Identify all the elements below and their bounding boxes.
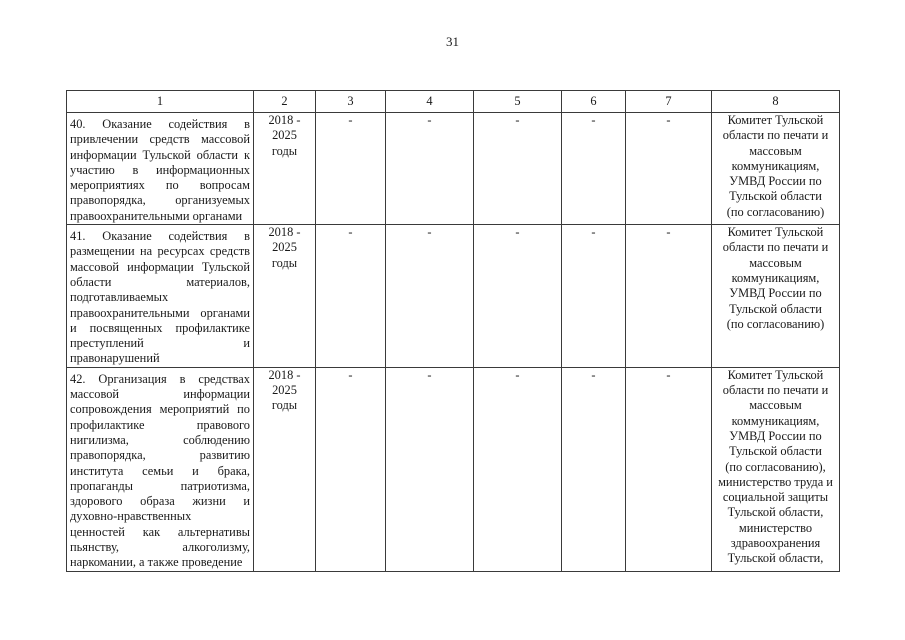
executor-line: области по печати и xyxy=(722,240,829,255)
implementation-period-cell xyxy=(254,225,316,368)
column-number-6: 6 xyxy=(562,91,626,113)
executor-cell xyxy=(712,367,840,571)
measure-description-line: преступлений и xyxy=(70,336,250,351)
measure-description-line: массовой информации xyxy=(70,387,250,402)
funding-cell-col-7: - xyxy=(626,225,712,368)
executor-line: массовым xyxy=(749,398,802,413)
measure-description-cell xyxy=(67,225,254,368)
column-number-2: 2 xyxy=(254,91,316,113)
measure-description-cell xyxy=(67,113,254,225)
executor-cell xyxy=(712,225,840,368)
measure-description-line: правопорядка, развитию xyxy=(70,448,250,463)
funding-cell-col-6: - xyxy=(562,113,626,225)
funding-cell-col-3: - xyxy=(316,113,386,225)
executor-line: Комитет Тульской xyxy=(727,367,824,382)
executor-line: социальной защиты xyxy=(722,490,829,505)
measure-description-line: 40. Оказание содействия в xyxy=(70,117,250,131)
implementation-period-line: годы xyxy=(271,143,298,158)
funding-cell-col-6: - xyxy=(562,225,626,368)
measure-description-line: правоохранительными органами xyxy=(70,305,250,320)
executor-line: министерство xyxy=(738,520,813,535)
measure-description-line: наркомании, а также проведение xyxy=(70,555,243,570)
executor-line: Тульской области xyxy=(729,189,822,204)
table-row xyxy=(67,113,840,225)
column-number-5: 5 xyxy=(474,91,562,113)
implementation-period-line: 2025 xyxy=(272,383,297,398)
measure-description-line: массовой информации Тульской xyxy=(70,259,250,274)
measure-description-line: и посвященных профилактике xyxy=(70,320,250,335)
executor-line: области по печати и xyxy=(722,128,829,143)
executor-line: области по печати и xyxy=(722,383,829,398)
measure-description-line: правонарушений xyxy=(70,351,160,366)
executor-line: Комитет Тульской xyxy=(727,225,824,240)
executor-line: Тульской области, xyxy=(727,551,824,566)
funding-cell-col-4: - xyxy=(386,225,474,368)
implementation-period-cell xyxy=(254,113,316,225)
measure-description-line: сопровождения мероприятий по xyxy=(70,402,250,417)
implementation-period-line: 2018 - xyxy=(268,225,301,240)
executor-line: коммуникациям, xyxy=(731,413,820,428)
measure-description-line: подготавливаемых xyxy=(70,290,169,305)
executor-line: массовым xyxy=(749,143,802,158)
executor-line: Тульской области, xyxy=(727,505,824,520)
table-row xyxy=(67,225,840,368)
executor-cell xyxy=(712,113,840,225)
funding-cell-col-5: - xyxy=(474,113,562,225)
column-number-7: 7 xyxy=(626,91,712,113)
measure-description-line: информации Тульской области к xyxy=(70,147,250,162)
funding-cell-col-3: - xyxy=(316,367,386,571)
implementation-period-line: годы xyxy=(271,398,298,413)
implementation-period-line: 2025 xyxy=(272,240,297,255)
measure-description-cell xyxy=(67,367,254,571)
implementation-period-line: 2025 xyxy=(272,128,297,143)
executor-line: Комитет Тульской xyxy=(727,113,824,127)
measure-description-line: ценностей как альтернативы xyxy=(70,524,250,539)
measure-description-line: участию в информационных xyxy=(70,162,250,177)
measure-description-line: привлечении средств массовой xyxy=(70,132,250,147)
implementation-period-line: 2018 - xyxy=(268,367,301,382)
column-number-row xyxy=(67,91,840,113)
measure-description-line: 42. Организация в средствах xyxy=(70,371,250,386)
measure-description-line: пропаганды патриотизма, xyxy=(70,478,250,493)
table-row xyxy=(67,367,840,571)
measure-description-line: правопорядка, организуемых xyxy=(70,193,250,208)
measure-description-line: пьянству, алкоголизму, xyxy=(70,540,250,555)
executor-line: (по согласованию), xyxy=(725,459,826,474)
executor-line: УМВД России по xyxy=(729,286,822,301)
column-number-8: 8 xyxy=(712,91,840,113)
column-number-3: 3 xyxy=(316,91,386,113)
implementation-period-cell xyxy=(254,367,316,571)
funding-cell-col-6: - xyxy=(562,367,626,571)
measure-description-line: мероприятиях по вопросам xyxy=(70,178,250,193)
measure-description-line: нигилизма, соблюдению xyxy=(70,432,250,447)
column-number-4: 4 xyxy=(386,91,474,113)
measure-description-line: 41. Оказание содействия в xyxy=(70,229,250,244)
executor-line: министерство труда и xyxy=(718,474,833,489)
executor-line: массовым xyxy=(749,255,802,270)
executor-line: Тульской области xyxy=(729,301,822,316)
funding-cell-col-5: - xyxy=(474,225,562,368)
executor-line: УМВД России по xyxy=(729,174,822,189)
executor-line: Тульской области xyxy=(729,444,822,459)
executor-line: коммуникациям, xyxy=(731,158,820,173)
measure-description-line: области материалов, xyxy=(70,274,250,289)
implementation-period-line: 2018 - xyxy=(268,113,301,127)
funding-cell-col-7: - xyxy=(626,367,712,571)
funding-cell-col-4: - xyxy=(386,367,474,571)
measure-description-line: профилактике правового xyxy=(70,417,250,432)
page-number: 31 xyxy=(446,34,459,49)
executor-line: УМВД России по xyxy=(729,428,822,443)
measure-description-line: размещении на ресурсах средств xyxy=(70,244,250,259)
funding-cell-col-5: - xyxy=(474,367,562,571)
executor-line: здравоохранения xyxy=(730,536,821,551)
column-number-1: 1 xyxy=(67,91,254,113)
measure-description-line: духовно-нравственных xyxy=(70,509,192,524)
executor-line: (по согласованию) xyxy=(726,316,825,331)
measures-table xyxy=(66,90,840,572)
executor-line: коммуникациям, xyxy=(731,270,820,285)
funding-cell-col-7: - xyxy=(626,113,712,225)
implementation-period-line: годы xyxy=(271,255,298,270)
executor-line: (по согласованию) xyxy=(726,204,825,219)
measure-description-line: правоохранительными органами xyxy=(70,208,243,223)
measure-description-line: института семьи и брака, xyxy=(70,463,250,478)
funding-cell-col-4: - xyxy=(386,113,474,225)
funding-cell-col-3: - xyxy=(316,225,386,368)
measure-description-line: здорового образа жизни и xyxy=(70,494,250,509)
